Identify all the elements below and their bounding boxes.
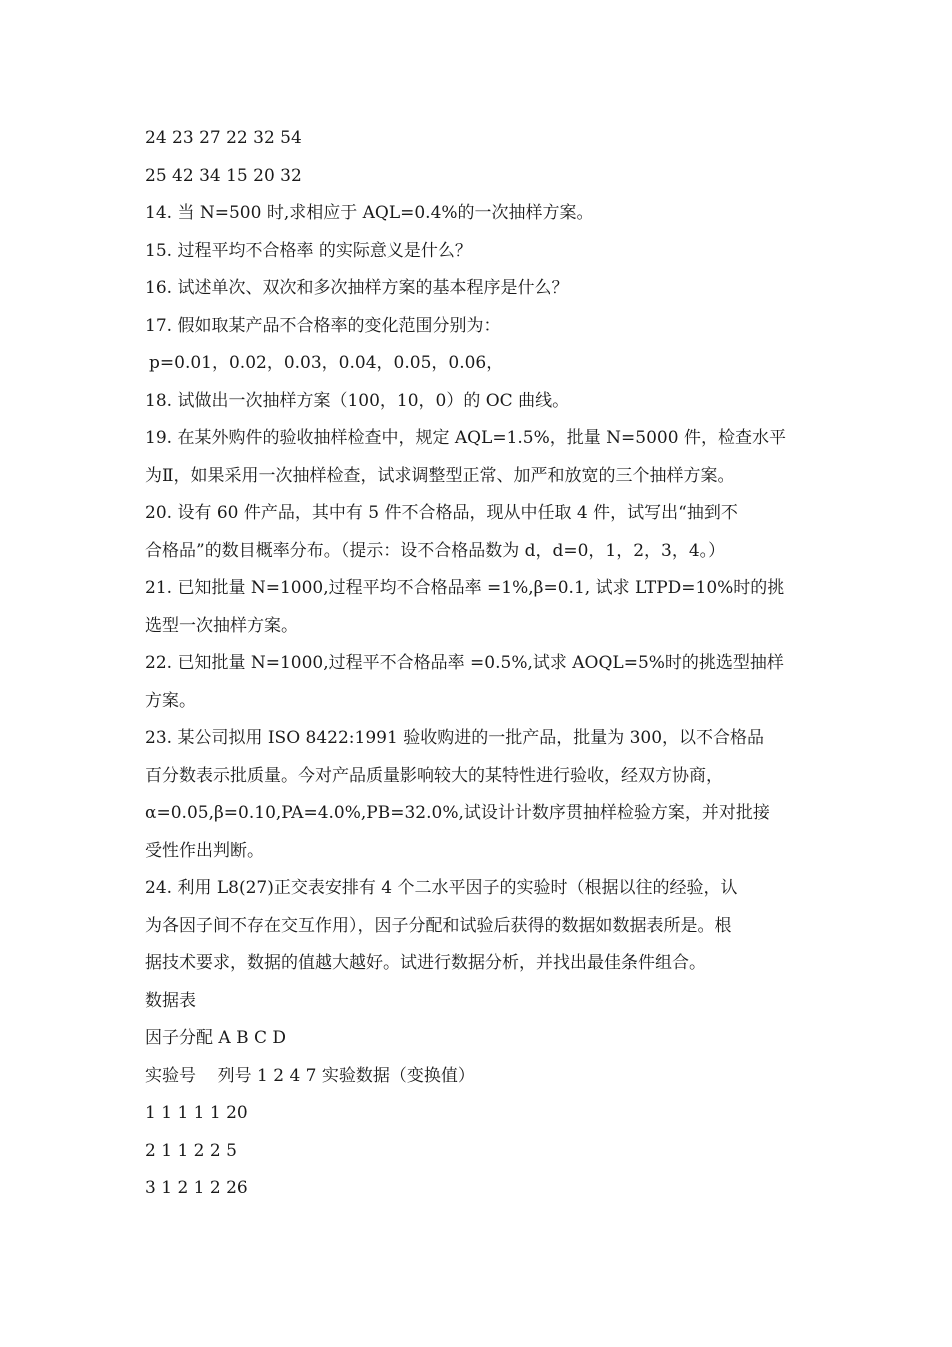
table-row: 1 1 1 1 1 20	[145, 1103, 248, 1123]
table-title: 数据表	[145, 990, 196, 1011]
question-21-line-1: 21. 已知批量 N=1000,过程平均不合格品率 =1%,β=0.1, 试求 LTPD=10%时的挑	[145, 578, 785, 598]
question-24-line-1: 24. 利用 L8(27)正交表安排有 4 个二水平因子的实验时（根据以往的经验，认	[145, 878, 738, 898]
table-row: 2 1 1 2 2 5	[145, 1140, 237, 1161]
question-22-line-1: 22. 已知批量 N=1000,过程平不合格品率 =0.5%,试求 AOQL=5%时的挑选型抽样	[145, 653, 784, 673]
question-14: 14. 当 N=500 时,求相应于 AQL=0.4%的一次抽样方案。	[145, 203, 594, 223]
question-17-values: p=0.01，0.02，0.03，0.04，0.05，0.06，	[149, 353, 504, 373]
question-23-line-1: 23. 某公司拟用 ISO 8422:1991 验收购进的一批产品，批量为 300，以不合格品	[145, 728, 765, 748]
document-body	[145, 120, 813, 1208]
question-19-line-2: 为Ⅱ，如果采用一次抽样检查，试求调整型正常、加严和放宽的三个抽样方案。	[145, 465, 735, 486]
question-18: 18. 试做出一次抽样方案（100，10，0）的 OC 曲线。	[145, 390, 570, 411]
question-16: 16. 试述单次、双次和多次抽样方案的基本程序是什么？	[145, 278, 569, 298]
question-17: 17. 假如取某产品不合格率的变化范围分别为：	[145, 315, 501, 336]
question-23-line-4: 受性作出判断。	[145, 840, 264, 861]
data-row-2: 25 42 34 15 20 32	[145, 165, 302, 186]
question-15: 15. 过程平均不合格率 的实际意义是什么？	[145, 240, 472, 261]
question-23-line-3: α=0.05,β=0.10,PA=4.0%,PB=32.0%,试设计计数序贯抽样检验方案，并对批接	[145, 803, 770, 823]
question-20-line-1: 20. 设有 60 件产品，其中有 5 件不合格品，现从中任取 4 件，试写出“抽到不	[145, 503, 738, 523]
question-20-line-2: 合格品”的数目概率分布。（提示：设不合格品数为 d，d=0，1，2，3，4。）	[145, 540, 726, 561]
question-23-line-2: 百分数表示批质量。今对产品质量影响较大的某特性进行验收，经双方协商，	[145, 765, 723, 786]
data-row-1: 24 23 27 22 32 54	[145, 128, 302, 148]
question-24-line-2: 为各因子间不存在交互作用），因子分配和试验后获得的数据如数据表所是。根	[145, 915, 732, 936]
table-header-row: 实验号 列号 1 2 4 7 实验数据（变换值）	[145, 1065, 475, 1086]
table-row: 3 1 2 1 2 26	[145, 1178, 248, 1198]
table-factor-row: 因子分配 A B C D	[145, 1028, 287, 1048]
question-24-line-3: 据技术要求，数据的值越大越好。试进行数据分析，并找出最佳条件组合。	[145, 953, 706, 973]
question-21-line-2: 选型一次抽样方案。	[145, 615, 298, 636]
question-19-line-1: 19. 在某外购件的验收抽样检查中，规定 AQL=1.5%，批量 N=5000 件，检查水平	[145, 428, 786, 448]
question-22-line-2: 方案。	[145, 690, 196, 711]
